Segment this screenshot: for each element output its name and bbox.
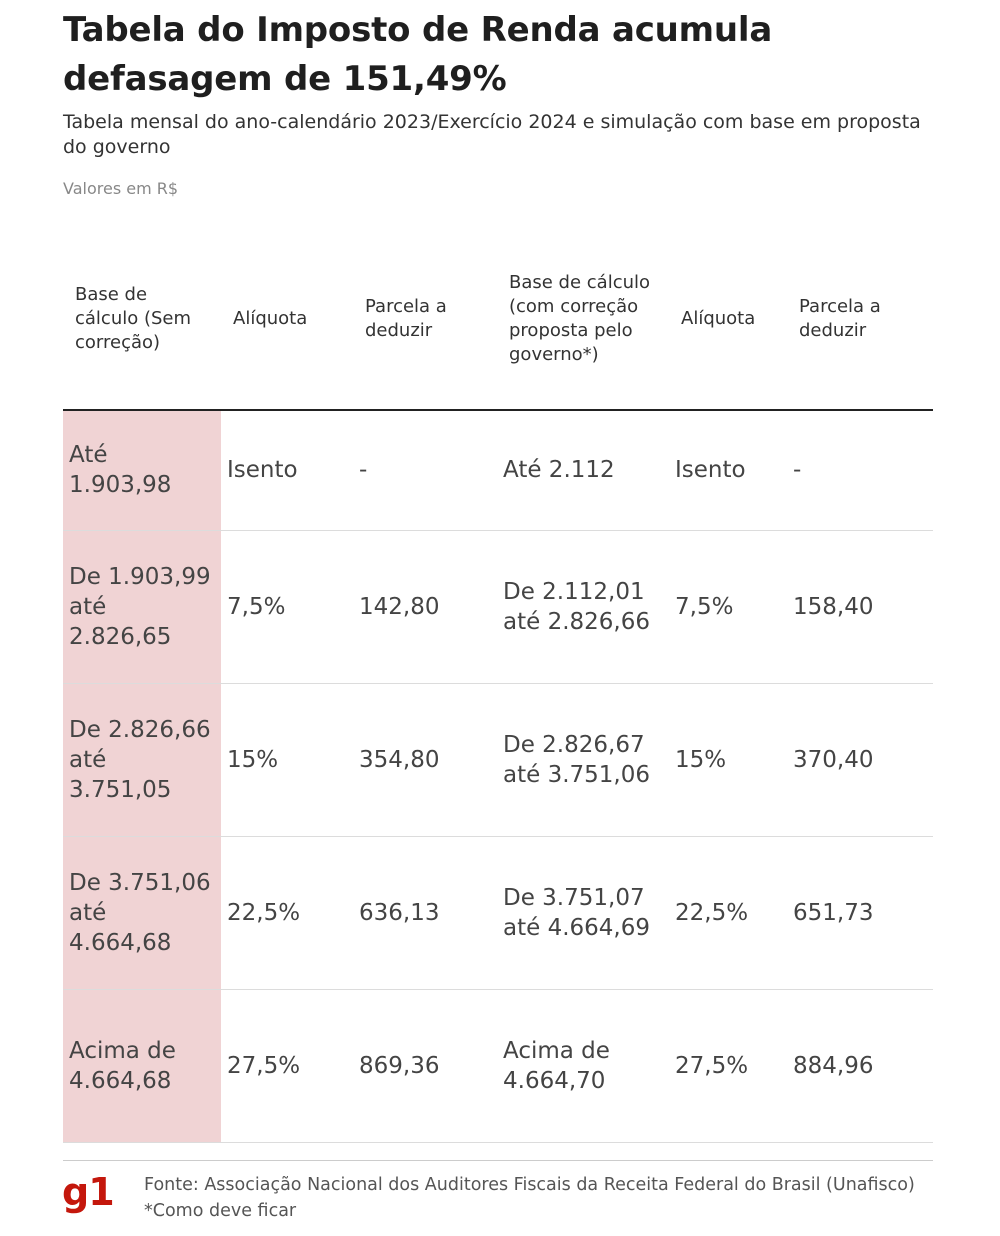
header-parcela-deduzir-proposta: Parcela a deduzir: [787, 228, 933, 410]
cell-aliquota-atual: 22,5%: [221, 836, 353, 989]
g1-logo: g1: [62, 1170, 114, 1214]
cell-base-atual: De 2.826,66 até 3.751,05: [63, 683, 221, 836]
cell-parcela-atual: 354,80: [353, 683, 497, 836]
cell-parcela-atual: 142,80: [353, 530, 497, 683]
header-base-sem-correcao: Base de cálculo (Sem correção): [63, 228, 221, 410]
cell-parcela-proposta: 370,40: [787, 683, 933, 836]
cell-parcela-proposta: -: [787, 410, 933, 530]
cell-base-proposta: De 2.826,67 até 3.751,06: [497, 683, 669, 836]
cell-parcela-atual: 636,13: [353, 836, 497, 989]
cell-parcela-proposta: 651,73: [787, 836, 933, 989]
header-parcela-deduzir: Parcela a deduzir: [353, 228, 497, 410]
cell-aliquota-atual: 15%: [221, 683, 353, 836]
cell-base-atual: De 1.903,99 até 2.826,65: [63, 530, 221, 683]
cell-base-proposta: Até 2.112: [497, 410, 669, 530]
cell-aliquota-atual: 27,5%: [221, 989, 353, 1142]
source-text: Fonte: Associação Nacional dos Auditores Fiscais da Receita Federal do Brasil (Unafisco): [144, 1175, 915, 1195]
cell-aliquota-atual: 7,5%: [221, 530, 353, 683]
table-row: [63, 836, 933, 989]
header-base-com-correcao: Base de cálculo (com correção proposta pelo governo*): [497, 228, 669, 410]
cell-parcela-proposta: 884,96: [787, 989, 933, 1142]
cell-parcela-atual: -: [353, 410, 497, 530]
cell-aliquota-proposta: 7,5%: [669, 530, 787, 683]
header-aliquota-proposta: Alíquota: [669, 228, 787, 410]
cell-aliquota-proposta: Isento: [669, 410, 787, 530]
table-row: [63, 989, 933, 1142]
source-note: [144, 1172, 915, 1224]
unit-note: Valores em R$: [63, 179, 179, 198]
cell-aliquota-proposta: 27,5%: [669, 989, 787, 1142]
cell-aliquota-atual: Isento: [221, 410, 353, 530]
cell-base-proposta: De 3.751,07 até 4.664,69: [497, 836, 669, 989]
cell-base-proposta: De 2.112,01 até 2.826,66: [497, 530, 669, 683]
footnote-text: *Como deve ficar: [144, 1201, 297, 1221]
chart-title: Tabela do Imposto de Renda acumula defasagem de 151,49%: [63, 10, 773, 99]
cell-base-atual: Até 1.903,98: [63, 410, 221, 530]
cell-base-atual: Acima de 4.664,68: [63, 989, 221, 1142]
table-row: [63, 683, 933, 836]
cell-aliquota-proposta: 22,5%: [669, 836, 787, 989]
chart-subtitle: Tabela mensal do ano-calendário 2023/Exercício 2024 e simulação com base em proposta do governo: [63, 111, 921, 158]
cell-parcela-proposta: 158,40: [787, 530, 933, 683]
header-aliquota: Alíquota: [221, 228, 353, 410]
cell-parcela-atual: 869,36: [353, 989, 497, 1142]
cell-aliquota-proposta: 15%: [669, 683, 787, 836]
cell-base-proposta: Acima de 4.664,70: [497, 989, 669, 1142]
table-header-row: [63, 228, 933, 410]
cell-base-atual: De 3.751,06 até 4.664,68: [63, 836, 221, 989]
table-row: [63, 530, 933, 683]
footer-divider: [63, 1160, 933, 1161]
table-row: [63, 410, 933, 530]
tax-table: [63, 228, 933, 1143]
